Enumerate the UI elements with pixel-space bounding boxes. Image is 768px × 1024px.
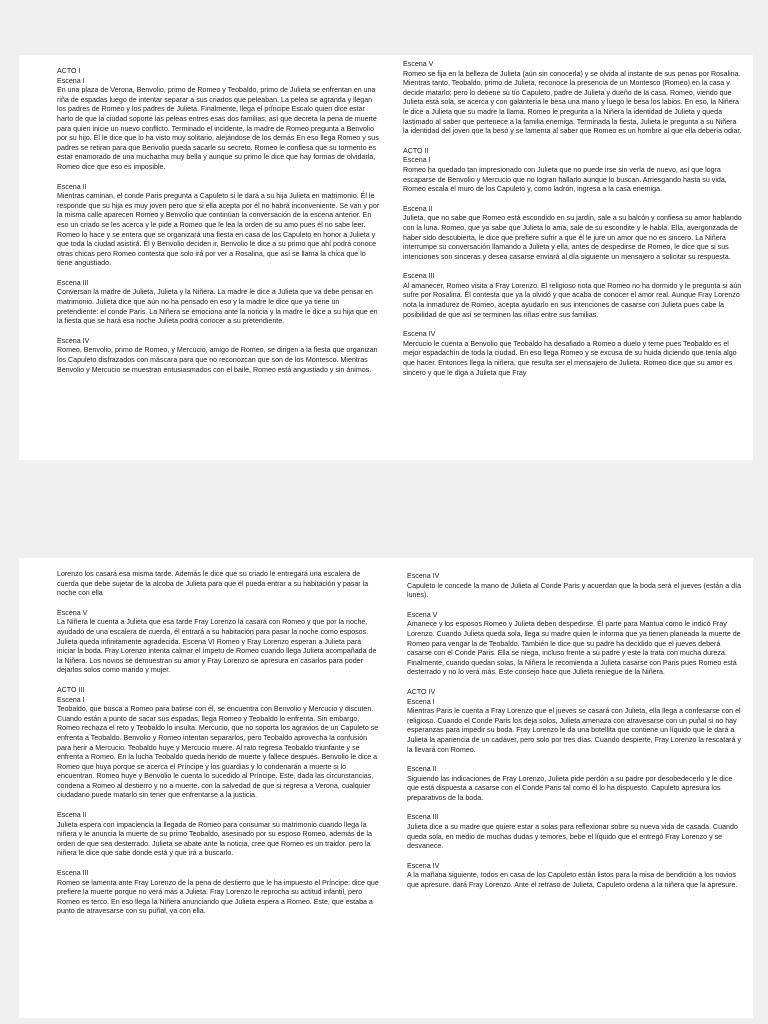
acto-4-escena-2 [407,765,743,803]
acto-4-escena-1 [407,688,743,755]
scene-heading: Escena I [57,695,85,704]
acto-1-escena-2 [57,183,381,269]
page-1-right-column [395,55,753,460]
scene-text: Julieta dice a su madre que quiere estar a solas para reflexionar sobre su nueva vida de casada. Cuando queda sola, en medio de muchas dudas y temores, bebe el líquido que el entregó Fray Lorenzo y se desvanece. [407,823,738,851]
scene-heading: Escena III [403,272,435,281]
scene-text: Lorenzo los casará esa misma tarde. Además le dice que su criado le entregará una escalera de cuerda que debe sujetar de la alcoba de Julieta para que él pueda entrar a su habitación y pasar la noche con ella [57,570,369,598]
acto-1-escena-5 [403,60,743,137]
acto-3-escena-2 [57,811,381,859]
acto-2-escena-4 [403,330,743,378]
acto-1-escena-4 [57,337,381,375]
acto-3-escena-3 [57,869,381,917]
scene-heading: Escena IV [407,572,440,580]
scene-text: Mientras caminan, el conde Paris pregunta a Capuleto si le dará a su hija Julieta en matrimonio. Él le responde que su hija es muy joven pero que si ella acepta por él no habrá inconveniente. Se van y por la misma calle aparecen Romeo y Benvolio que continúan la conversación de la escena anterior. En eso un criado se les acerca y le pide a Romeo que le lea la orden de su amo pues él no sabe leer. Romeo lo hace y se entera que se organizará una fiesta en casa de los Capuleto en honor a Julieta y que toda la ciudad asistirá. Él y Benvolio deciden ir, Benvolio le dice a su primo que ahí podrá conoce otras chicas pero Romeo contesta que solo irá por ver a Rosalina, que así se llama la chica que lo tiene angustiado. [57,192,380,268]
act-heading: ACTO IV [407,687,436,696]
scene-heading: Escena III [57,278,89,287]
scene-text: A la mañana siguiente, todos en casa de los Capuleto están listos para la misa de bendición a los novios que apresure. dará Fray Lorenzo. Ante el retraso de Julieta, Capuleto ordena a la niñera que la apresure. [407,871,738,890]
scene-text: Siguiendo las indicaciones de Fray Lorenzo, Julieta pide perdón a su padre por desobedecerlo y le dice que está dispuesta a casarse con el Conde Paris tal como él lo ha dispuesto. Capuleto apresura los preparativos de la boda. [407,774,733,802]
acto-3-escena-5 [407,611,743,678]
scene-text: Julieta, que no sabe que Romeo está escondido en su jardín, sale a su balcón y confiesa su amor hablando con la luna. Romeo, que ya sabe que Julieta lo ama, sale de su escondite y le habla. Ella, avergonzada de haber sido descubierta, le dice que prefiere sufrir a que él le jure un amor que no es sincero. La Niñera interrumpe su conversación llamando a Julieta y ella, antes de despedirse de Romeo, le dice que si sus intenciones son sinceras y desea casarse enviará al día siguiente un mensajero a solicitar su respuesta. [403,214,742,261]
scene-text: Mientras Paris le cuenta a Fray Lorenzo que el jueves se casará con Julieta, ella llega a confesarse con el religioso. Cuando el Conde Paris los deja solos, Julieta amenaza con atravesarse con un puñal si no hay esperanzas para impedir su boda. Fray Lorenzo le da una botellita que contiene un líquido que le dará a Julieta la apariencia de un cadáver, pero solo por tres días. Cuando despierte, Fray Lorenzo la rescatará y la llevará con Romeo. [407,707,741,754]
scene-heading: Escena I [403,156,431,165]
scene-heading: Escena V [57,608,88,617]
page-2-left-column [19,558,395,1018]
scene-heading: Escena V [407,610,438,619]
scene-text: Romeo ha quedado tan impresionado con Julieta que no puede irse sin verla de nuevo, así que logra escaparse de Benvolio y Mercucio que no logran hallarlo aunque lo buscan. Arriesgando hasta su vida, Romeo escala el muro de los Capuleto y, como ladrón, ingresa a la casa enemiga. [403,165,727,194]
acto-2-escena-5 [57,609,381,676]
scene-heading: Escena II [57,811,87,820]
scene-heading: Escena IV [407,861,440,870]
acto-4-escena-4 [407,862,743,891]
act-heading: ACTO III [57,685,85,694]
acto-2-escena-3 [403,272,743,320]
scene-heading: Escena III [57,869,89,878]
scene-text: Romeo se fija en la belleza de Julieta (aún sin conocerla) y se olvida al instante de sus penas por Rosalina. Mientras tanto, Teobaldo, primo de Julieta, reconoce la presencia de un Montesco (Romeo) en la casa y decide matarlo; pero lo detiene su tío Capuleto, padre de Julieta y dueño de la casa. Romeo, viendo que Julieta está sola, se acerca y con galantería le besa una mano y luego le besa los labios. En eso, la Niñera le dice a Julieta que su madre la llama. Romeo le pregunta a la Niñera la identidad de Julieta y queda lastimado al saber que pertenece a la familia enemiga. Terminada la fiesta, Julieta le pregunta a su Niñera la identidad del joven que la besó y se lamenta al saber que Romeo es un hombre al que ella debería odiar. [403,69,742,136]
act-heading: ACTO I [57,67,81,75]
acto-1-escena-3 [57,279,381,327]
scene-heading: Escena II [403,204,433,213]
acto-2-escena-2 [403,205,743,263]
acto-2-escena-4-cont [57,570,381,599]
scene-text: Romeo se lamenta ante Fray Lorenzo de la pena de destierro que le ha impuesto el Príncipe: dice que prefiere la muerte porque no verá más a Julieta. Fray Lorenzo le reprocha su actitud infantil, pero Romeo es terco. En eso llega la Niñera anunciando que Julieta espera a Romeo. Este, que estaba a punto de atravesarse con su puñal, va con ella. [57,878,379,916]
acto-3-escena-4 [407,572,743,601]
scene-heading: Escena II [407,765,437,774]
scene-text: La Niñera le cuenta a Julieta que esa tarde Fray Lorenzo la casará con Romeo y que por la noche, ayudado de una escalera de cuerda, él entrará a su habitación para pasar la noche como esposos. Julieta queda infinitamente agradecida. Escena VI Romeo y Fray Lorenzo esperan a Julieta para iniciar la boda. Fray Lorenzo intenta calmar el ímpetu de Romeo cuando llega Julieta acompañada de la Niñera. Los novios se demuestran su amor y Fray Lorenzo se apresura en casarlos para poder dejarlos solos como marido y mujer. [57,618,377,675]
scene-heading: Escena V [403,60,434,68]
scene-text: En una plaza de Verona, Benvolio, primo de Romeo y Teobaldo, primo de Julieta se enfrentan en una riña de espadas luego de intentar separar a sus criados que peleaban. La pelea se agranda y llegan los padres de Romeo y los padres de Julieta. Finalmente, llega el príncipe Escalo quien dice estar harto de que la ciudad soporte las peleas entres esas dos familias, así que decreta la pena de muerte para quien inicie un nuevo conflicto. Terminado el incidente, la madre de Romeo pregunta a Benvolio por su hijo. Él le dice que lo ha visto muy solitario, alejándose de los demás En eso llega Romeo y sus padres se retiran para que Benvolio pueda sacarle su secreto. Romeo le confiesa que su tormento es estar enamorado de una muchacha muy bella y aunque su primo le dice que hay formas de olvidarla, Romeo dice que eso es imposible. [57,86,379,171]
acto-3-escena-1 [57,686,381,801]
scene-text: Romeo, Benvolio, primo de Romeo, y Mercucio, amigo de Romeo, se dirigen a la fiesta que organizan los Capuleto disfrazados con máscara para que no reconozcan que son de los Montesco. Mientras Benvolio y Mercucio se muestran entusiasmados con el baile, Romeo está angustiado y sin ánimos. [57,346,378,374]
acto-2-escena-1 [403,147,743,195]
acto-4-escena-3 [407,813,743,851]
scene-text: Conversan la madre de Julieta, Julieta y la Niñera. La madre le dice a Julieta que va debe pensar en matrimonio. Julieta dice que aún no ha pensado en eso y la madre le dice que ya tiene un pretendiente: el conde Paris. La Niñera se emociona ante la noticia y la madre le dice a su hija que en la fiesta que se hará esa noche Julieta podrá conocer a su pretendiente. [57,288,378,326]
scene-text: Teobaldo, que busca a Romeo para batirse con él, se encuentra con Benvolio y Mercucio y discuten. Cuando están a punto de sacar sus espadas, llega Romeo y Teobaldo lo enfrenta. Sin embargo, Romeo rechaza el reto y Teobaldo lo insulta. Mercucio, que no soporta los agravios de un Capuleto se enfrenta a Teobaldo. Benvolio y Romeo intentan separarlos, pero Teobaldo aprovecha la confusión para herir a Mercucio. Teobaldo huye y Mercucio muere. Al rato regresa Teobaldo triunfante y se enfrenta a Romeo. En la lucha Teobaldo queda herido de muerte y fallece después. Benvolio le dice a Romeo que huya porque se acerca el Príncipe y los guardias y lo condenarán a muerte si lo encuentran. Romeo huye y Benvolio le cuenta lo sucedido al Príncipe. Este, dada las circunstancias, condena a Romeo al destierro y no a muerte. con la salvedad de que si regresa a Verona, cualquier ciudadano puede matarlo sin tener que enfrentarse a la justicia. [57,705,379,800]
page-2-right-column [395,558,753,1018]
scene-heading: Escena I [407,697,435,706]
scene-text: Amanece y los esposos Romeo y Julieta deben despedirse. Él parte para Mantua como le indicó Fray Lorenzo. Cuando Julieta queda sola, llega su madre quien le informa que ya tienen planeada la muerte de Romeo para vengar la de Teobaldo. También le dice que su padre ha decidido que el jueves deberá casarse con el Conde Paris. Ella se niega, incluso frente a su padre y este la trata con mucha dureza. Finalmente, cuando quedan solas, la Niñera le recomienda a Julieta casarse con Paris pues Romeo está desterrado y no lo verá más. Este consejo hace que Julieta reniegue de la Niñera. [407,620,741,677]
act-heading: ACTO II [403,146,429,155]
scene-heading: Escena IV [403,330,436,339]
scene-heading: Escena I [57,76,85,85]
scene-heading: Escena II [57,182,87,191]
scene-text: Al amanecer, Romeo visita a Fray Lorenzo. El religioso nota que Romeo no ha dormido y le pregunta si aún sufre por Rosalina. Él contesta que ya la olvidó y que acaba de conocer el amor real. Aunque Fray Lorenzo nota la inmadurez de Romeo, acepta ayudarlo en sus intenciones de casarse con Julieta pues cabe la posibilidad de que así se terminen las riñas entre sus familias. [403,281,742,319]
scene-text: Mercucio le cuenta a Benvolio que Teobaldo ha desafiado a Romeo a duelo y teme pues Teobaldo es el mejor espadachín de toda la ciudad. En eso llega Romeo y se excusa de su huida diciendo que tenía algo que hacer. Entonces llega la niñera, que resulta ser el mensajero de Julieta. Romeo dice que su amor es sincero y que le diga a Julieta que Fray [403,339,737,377]
scene-text: Julieta espera con impaciencia la llegada de Romeo para consumar su matrimonio cuando llega la niñera y le anuncia la muerte de su primo Teobaldo, asesinado por su esposo Romeo, además de la orden de que sea desterrado. Julieta se abate ante la noticia, cree que Romeo es un traidor. pero la niñera le dice que sabe donde está y que irá a buscarlo. [57,820,372,858]
page-1-left-column [19,55,395,460]
scene-heading: Escena III [407,813,439,822]
scene-heading: Escena IV [57,336,90,345]
acto-1-escena-1 [57,67,381,173]
scene-text: Capuleto le concede la mano de Julieta al Conde Paris y acuerdan que la boda será el jueves (están a día lunes). [407,581,742,600]
